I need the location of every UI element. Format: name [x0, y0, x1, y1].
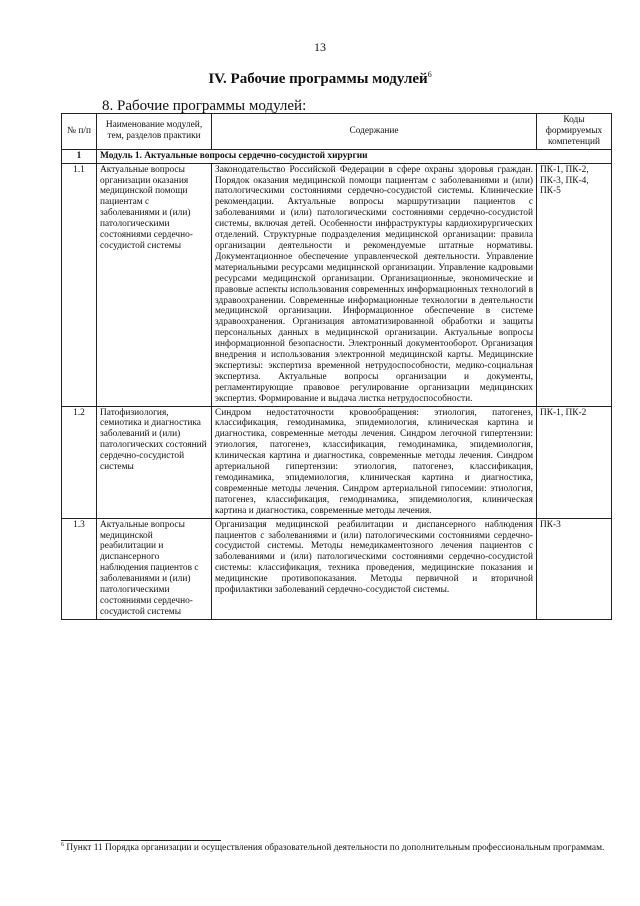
section-title — [0, 70, 640, 88]
row-content: Организация медицинской реабилитации и диспансерного наблюдения пациентов с заболеваниями и (или) патологическими состояниями сердечно-сосудистой системы. Методы немедикаментозного лечения пациентов с заболеваниями и (или) патологическими состояниями сердечно-сосудистой системы: классификация, техника проведения, медицинские показания и медицинские противопоказания. Методы первичной и вторичной профилактики заболеваний сердечно-сосудистой системы. — [212, 518, 537, 619]
header-row — [62, 114, 612, 150]
header-content: Содержание — [212, 114, 537, 150]
header-codes: Коды формируемых компетенций — [537, 114, 612, 150]
module-num: 1 — [62, 149, 97, 163]
header-num: № п/п — [62, 114, 97, 150]
footnote-text: Пункт 11 Порядка организации и осуществления образовательной деятельности по дополнительным профессиональным программам. — [66, 843, 605, 854]
subsection-title: 8. Рабочие программы модулей: — [102, 98, 307, 114]
module-title: Модуль 1. Актуальные вопросы сердечно-сосудистой хирургии — [97, 149, 612, 163]
footnote-separator — [61, 840, 221, 841]
row-content: Синдром недостаточности кровообращения: этиология, патогенез, классификация, гемодинамика, эпидемиология, клиническая картина и диагностика, современные методы лечения. Синдром легочной гипертензии: этиология, патогенез, классификация, гемодинамика, эпидемиология, клиническая картина и диагностика, современные методы лечения. Синдром артериальной гипертензии: этиология, патогенез, классификация, гемодинамика, эпидемиология, клиническая картина и диагностика, современные методы лечения. Синдром артериальной гипосемии: этиология, патогенез, классификация, гемодинамика, эпидемиология, клиническая картина и диагностика, современные методы лечения. — [212, 406, 537, 518]
row-codes: ПК-1, ПК-2 — [537, 406, 612, 518]
table-row — [62, 518, 612, 619]
header-name: Наименование модулей, тем, разделов практики — [97, 114, 212, 150]
row-name: Актуальные вопросы организации оказания медицинской помощи пациентам с заболеваниями и (или) патологическими состояниями сердечно-сосудистой системы — [97, 163, 212, 406]
modules-table — [61, 113, 612, 620]
row-name: Актуальные вопросы медицинской реабилитации и диспансерного наблюдения пациентов с заболеваниями и (или) патологическими состояниями сердечно-сосудистой системы — [97, 518, 212, 619]
table-row — [62, 163, 612, 406]
row-num: 1.2 — [62, 406, 97, 518]
table-row — [62, 406, 612, 518]
module-row — [62, 149, 612, 163]
footnote-mark: 6 — [61, 842, 64, 848]
page-number: 13 — [314, 40, 326, 54]
footnote-ref: 6 — [427, 70, 432, 79]
row-name: Патофизиология, семиотика и диагностика заболеваний и (или) патологических состояний сердечно-сосудистой системы — [97, 406, 212, 518]
section-title-text: IV. Рабочие программы модулей — [208, 71, 428, 87]
footnote — [61, 842, 611, 855]
row-codes: ПК-3 — [537, 518, 612, 619]
row-content: Законодательство Российской Федерации в сфере охраны здоровья граждан. Порядок оказания медицинской помощи пациентам с заболеваниями и (или) патологическими состояниями сердечно-сосудистой системы. Клинические рекомендации. Актуальные вопросы маршрутизации пациентов с заболеваниями и (или) патологическими состояниями сердечно-сосудистой системы, включая детей. Особенности инфраструктуры кардиохирургических отделений. Структурные подразделения медицинской организации: правила организации деятельности и рекомендуемые штатные нормативы. Документационное обеспечение управленческой деятельности. Управление материальными ресурсами медицинской организации. Управление кадровыми ресурсами медицинской организации. Организационные, экономические и правовые аспекты использования современных информационных технологий в здравоохранении. Современные информационные технологии в деятельности медицинской организации. Информационное обеспечение в системе здравоохранения. Организация автоматизированной обработки и защиты персональных данных в медицинской организации. Актуальные вопросы информационной безопасности. Электронный документооборот. Организация внедрения и использования электронной медицинской карты. Медицинские экспертизы: экспертиза временной нетрудоспособности, медико-социальная экспертиза. Актуальные вопросы организации и документы, регламентирующие правовое регулирование организации медицинских экспертиз. Формирование и выдача листка нетрудоспособности. — [212, 163, 537, 406]
row-num: 1.3 — [62, 518, 97, 619]
row-num: 1.1 — [62, 163, 97, 406]
row-codes: ПК-1, ПК-2, ПК-3, ПК-4, ПК-5 — [537, 163, 612, 406]
